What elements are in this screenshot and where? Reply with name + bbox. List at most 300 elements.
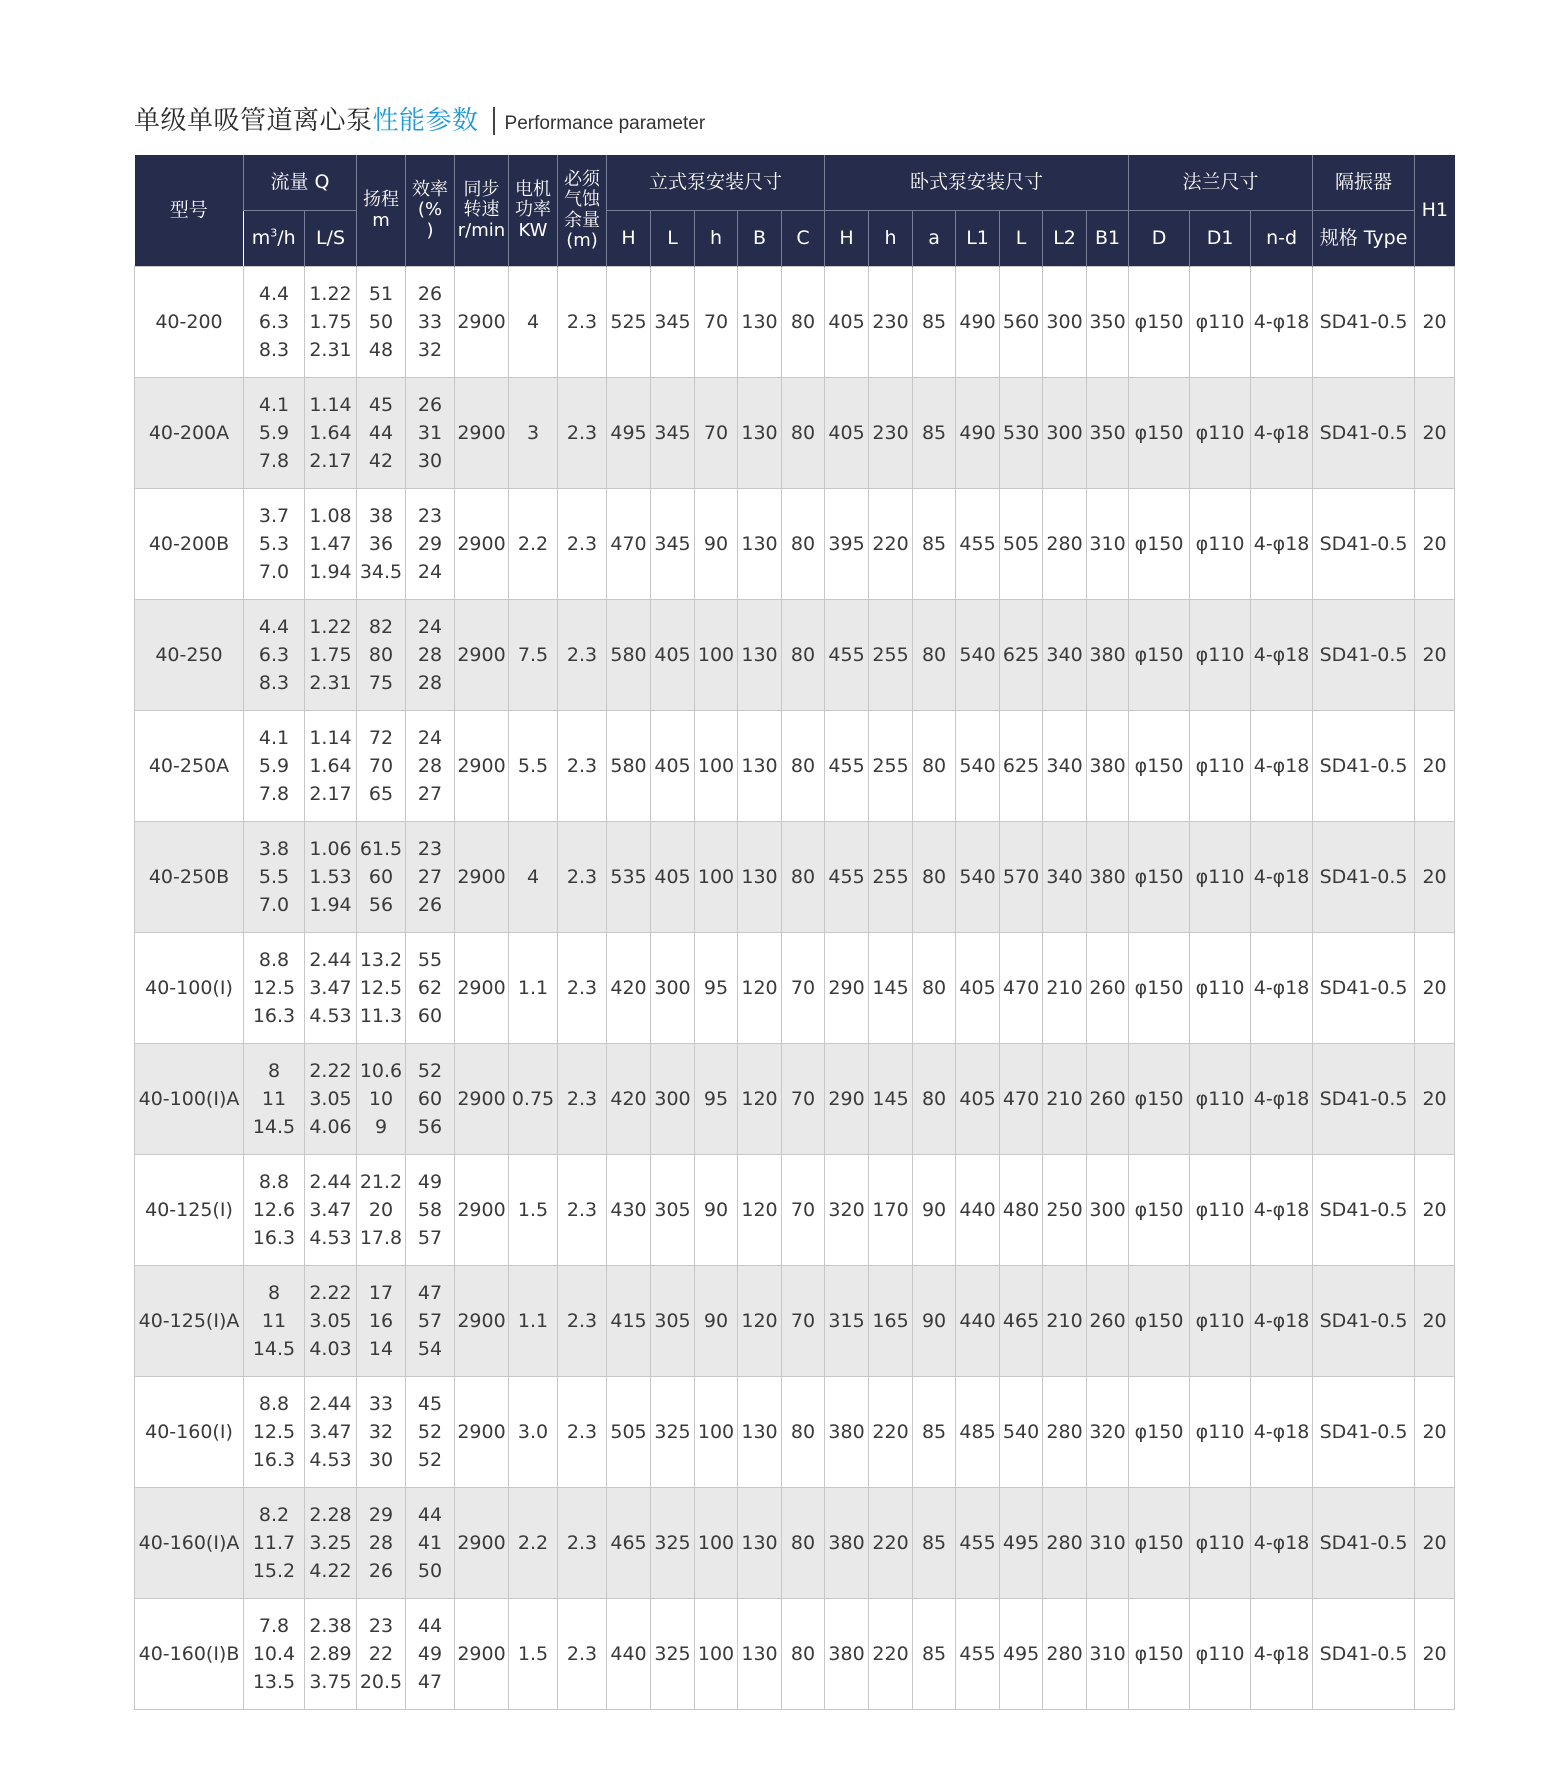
cell-head	[357, 267, 406, 378]
cell-efficiency-value: 33	[417, 311, 443, 333]
cell-vertical-H: 465	[607, 1488, 651, 1599]
cell-horizontal-a: 85	[913, 1377, 956, 1488]
cell-vertical-B: 120	[738, 1266, 782, 1377]
cell-efficiency-value: 28	[417, 644, 443, 666]
cell-flow-m3h-value: 16.3	[252, 1005, 296, 1027]
cell-flange-D: φ150	[1129, 933, 1190, 1044]
cell-head	[357, 489, 406, 600]
cell-npsh: 2.3	[558, 1155, 607, 1266]
cell-flange-D1: φ110	[1190, 1266, 1251, 1377]
cell-vertical-h: 100	[695, 822, 738, 933]
header-horizontal-H: H	[825, 211, 869, 267]
cell-flow-ls-value: 3.47	[309, 1199, 352, 1221]
cell-flange-nd: 4-φ18	[1251, 1488, 1313, 1599]
cell-vertical-B: 120	[738, 933, 782, 1044]
cell-vertical-C: 80	[782, 1377, 825, 1488]
cell-flow-m3h	[244, 1044, 305, 1155]
cell-vertical-h: 100	[695, 1377, 738, 1488]
cell-horizontal-a: 85	[913, 1599, 956, 1710]
header-vertical-h: h	[695, 211, 738, 267]
cell-head-value: 21.2	[359, 1171, 403, 1193]
cell-vertical-B: 130	[738, 378, 782, 489]
cell-speed: 2900	[455, 600, 509, 711]
cell-flow-m3h-value: 14.5	[252, 1116, 296, 1138]
cell-flow-m3h-value: 7.8	[258, 783, 290, 805]
cell-horizontal-H: 405	[825, 378, 869, 489]
cell-flow-ls-value: 1.75	[309, 311, 352, 333]
cell-head-value: 32	[368, 1421, 394, 1443]
cell-flow-ls-value: 1.22	[309, 283, 352, 305]
cell-flange-D: φ150	[1129, 822, 1190, 933]
cell-vertical-L: 300	[651, 1044, 695, 1155]
cell-vertical-L: 345	[651, 378, 695, 489]
cell-head-value: 26	[368, 1560, 394, 1582]
cell-horizontal-L1: 540	[956, 711, 1000, 822]
cell-head-value: 33	[368, 1393, 394, 1415]
cell-flange-D: φ150	[1129, 711, 1190, 822]
cell-flow-m3h-value: 6.3	[258, 644, 290, 666]
cell-horizontal-h: 145	[869, 1044, 913, 1155]
cell-head	[357, 378, 406, 489]
cell-head	[357, 1488, 406, 1599]
cell-flow-m3h-value: 5.5	[258, 866, 290, 888]
table-row	[135, 822, 1455, 933]
cell-speed: 2900	[455, 1599, 509, 1710]
cell-flow-ls-value: 2.31	[309, 672, 352, 694]
title-main: 单级单吸管道离心泵	[134, 106, 373, 136]
cell-vertical-H: 440	[607, 1599, 651, 1710]
cell-flange-D: φ150	[1129, 489, 1190, 600]
cell-head-value: 10	[368, 1088, 394, 1110]
cell-horizontal-H: 395	[825, 489, 869, 600]
cell-flow-m3h-value: 13.5	[252, 1671, 296, 1693]
cell-flange-nd: 4-φ18	[1251, 489, 1313, 600]
cell-flow-ls-value: 1.64	[309, 755, 352, 777]
cell-power: 4	[509, 267, 558, 378]
cell-efficiency	[406, 822, 455, 933]
cell-flow-ls	[305, 600, 357, 711]
cell-head-value: 51	[368, 283, 394, 305]
cell-isolator: SD41-0.5	[1313, 933, 1415, 1044]
header-efficiency: 效率 (% )	[406, 155, 455, 267]
cell-efficiency-value: 60	[417, 1005, 443, 1027]
cell-flow-m3h	[244, 1377, 305, 1488]
cell-efficiency-value: 49	[417, 1643, 443, 1665]
cell-flow-ls-value: 3.75	[309, 1671, 352, 1693]
cell-efficiency	[406, 933, 455, 1044]
cell-efficiency-value: 23	[417, 838, 443, 860]
cell-flow-ls-value: 2.28	[309, 1504, 352, 1526]
cell-h1: 20	[1415, 267, 1455, 378]
cell-horizontal-H: 320	[825, 1155, 869, 1266]
cell-efficiency	[406, 600, 455, 711]
cell-horizontal-h: 230	[869, 267, 913, 378]
cell-efficiency-value: 57	[417, 1310, 443, 1332]
cell-flow-ls-value: 2.17	[309, 450, 352, 472]
cell-npsh: 2.3	[558, 711, 607, 822]
cell-head-value: 17.8	[359, 1227, 403, 1249]
cell-horizontal-a: 80	[913, 822, 956, 933]
cell-vertical-C: 80	[782, 1488, 825, 1599]
cell-horizontal-B1: 300	[1087, 1155, 1129, 1266]
cell-flow-ls-value: 1.64	[309, 422, 352, 444]
cell-vertical-H: 525	[607, 267, 651, 378]
cell-horizontal-a: 90	[913, 1266, 956, 1377]
cell-vertical-B: 120	[738, 1044, 782, 1155]
cell-horizontal-L2: 280	[1043, 1377, 1087, 1488]
cell-vertical-C: 70	[782, 1155, 825, 1266]
cell-vertical-h: 70	[695, 267, 738, 378]
cell-efficiency-value: 24	[417, 561, 443, 583]
cell-head-value: 48	[368, 339, 394, 361]
cell-speed: 2900	[455, 711, 509, 822]
cell-horizontal-a: 80	[913, 711, 956, 822]
cell-vertical-h: 95	[695, 1044, 738, 1155]
cell-horizontal-L1: 485	[956, 1377, 1000, 1488]
cell-flow-ls-value: 1.47	[309, 533, 352, 555]
header-flange-nd: n-d	[1251, 211, 1313, 267]
cell-horizontal-L2: 340	[1043, 822, 1087, 933]
cell-head-value: 42	[368, 450, 394, 472]
cell-flow-m3h-value: 3.8	[258, 838, 290, 860]
cell-vertical-h: 100	[695, 711, 738, 822]
cell-horizontal-L1: 455	[956, 489, 1000, 600]
header-horizontal-h: h	[869, 211, 913, 267]
cell-efficiency	[406, 1266, 455, 1377]
cell-horizontal-h: 255	[869, 822, 913, 933]
cell-flow-ls	[305, 933, 357, 1044]
header-h1: H1	[1415, 155, 1455, 267]
cell-vertical-B: 130	[738, 1488, 782, 1599]
cell-head-value: 20	[368, 1199, 394, 1221]
cell-horizontal-L: 470	[1000, 933, 1043, 1044]
cell-flow-ls	[305, 1266, 357, 1377]
cell-efficiency	[406, 1599, 455, 1710]
cell-flange-nd: 4-φ18	[1251, 1155, 1313, 1266]
cell-vertical-H: 415	[607, 1266, 651, 1377]
cell-flow-m3h-value: 11	[261, 1310, 287, 1332]
cell-flow-m3h	[244, 1155, 305, 1266]
cell-npsh: 2.3	[558, 600, 607, 711]
cell-flow-m3h-value: 4.4	[258, 283, 290, 305]
cell-horizontal-H: 405	[825, 267, 869, 378]
header-vertical-dims: 立式泵安装尺寸	[607, 155, 825, 211]
cell-flow-m3h	[244, 933, 305, 1044]
cell-model: 40-250B	[135, 822, 244, 933]
header-speed: 同步 转速 r/min	[455, 155, 509, 267]
cell-horizontal-L2: 210	[1043, 1044, 1087, 1155]
cell-vertical-L: 325	[651, 1377, 695, 1488]
cell-flow-m3h-value: 5.3	[258, 533, 290, 555]
header-flow: 流量 Q	[244, 155, 357, 211]
cell-power: 1.1	[509, 1266, 558, 1377]
cell-horizontal-L2: 280	[1043, 1488, 1087, 1599]
cell-head	[357, 600, 406, 711]
cell-flow-m3h	[244, 378, 305, 489]
cell-vertical-h: 100	[695, 1488, 738, 1599]
cell-power: 3.0	[509, 1377, 558, 1488]
cell-horizontal-a: 90	[913, 1155, 956, 1266]
cell-flow-ls-value: 1.94	[309, 894, 352, 916]
table-header	[135, 155, 1455, 267]
cell-vertical-h: 90	[695, 1266, 738, 1377]
cell-flow-ls	[305, 1377, 357, 1488]
cell-npsh: 2.3	[558, 489, 607, 600]
cell-flow-m3h-value: 3.7	[258, 505, 290, 527]
cell-vertical-B: 130	[738, 267, 782, 378]
cell-head-value: 10.6	[359, 1060, 403, 1082]
cell-npsh: 2.3	[558, 822, 607, 933]
cell-horizontal-L1: 405	[956, 933, 1000, 1044]
cell-head-value: 16	[368, 1310, 394, 1332]
cell-vertical-C: 80	[782, 600, 825, 711]
cell-head-value: 36	[368, 533, 394, 555]
header-horizontal-a: a	[913, 211, 956, 267]
cell-efficiency-value: 45	[417, 1393, 443, 1415]
cell-efficiency-value: 26	[417, 394, 443, 416]
header-head: 扬程 m	[357, 155, 406, 267]
cell-flow-m3h	[244, 1266, 305, 1377]
cell-vertical-L: 345	[651, 267, 695, 378]
cell-flange-D1: φ110	[1190, 1044, 1251, 1155]
cell-horizontal-h: 170	[869, 1155, 913, 1266]
cell-vertical-H: 535	[607, 822, 651, 933]
cell-speed: 2900	[455, 933, 509, 1044]
cell-flow-m3h	[244, 267, 305, 378]
cell-flow-m3h-value: 8.3	[258, 339, 290, 361]
cell-flow-m3h-value: 16.3	[252, 1227, 296, 1249]
cell-flow-ls-value: 4.22	[309, 1560, 352, 1582]
cell-horizontal-L1: 440	[956, 1266, 1000, 1377]
cell-vertical-h: 90	[695, 489, 738, 600]
cell-flow-m3h-value: 10.4	[252, 1643, 296, 1665]
cell-flow-m3h-value: 15.2	[252, 1560, 296, 1582]
cell-efficiency-value: 49	[417, 1171, 443, 1193]
cell-flow-m3h-value: 8.8	[258, 1393, 290, 1415]
cell-horizontal-L2: 340	[1043, 600, 1087, 711]
cell-horizontal-H: 455	[825, 822, 869, 933]
cell-head-value: 13.2	[359, 949, 403, 971]
cell-horizontal-B1: 310	[1087, 1599, 1129, 1710]
cell-vertical-L: 305	[651, 1266, 695, 1377]
cell-horizontal-B1: 380	[1087, 711, 1129, 822]
table-row	[135, 1266, 1455, 1377]
cell-vertical-C: 80	[782, 1599, 825, 1710]
cell-flow-m3h-value: 11.7	[252, 1532, 296, 1554]
cell-h1: 20	[1415, 711, 1455, 822]
cell-flow-ls-value: 4.53	[309, 1227, 352, 1249]
cell-flange-D1: φ110	[1190, 711, 1251, 822]
cell-npsh: 2.3	[558, 267, 607, 378]
cell-flow-ls-value: 2.44	[309, 1171, 352, 1193]
cell-flow-m3h-value: 5.9	[258, 755, 290, 777]
title-divider	[493, 107, 495, 135]
cell-flow-m3h	[244, 822, 305, 933]
cell-speed: 2900	[455, 378, 509, 489]
cell-head-value: 50	[368, 311, 394, 333]
cell-horizontal-B1: 310	[1087, 1488, 1129, 1599]
cell-vertical-L: 405	[651, 822, 695, 933]
cell-vertical-h: 100	[695, 600, 738, 711]
cell-head-value: 65	[368, 783, 394, 805]
cell-horizontal-L1: 440	[956, 1155, 1000, 1266]
cell-flow-ls-value: 4.06	[309, 1116, 352, 1138]
cell-horizontal-h: 230	[869, 378, 913, 489]
cell-flow-ls-value: 2.89	[309, 1643, 352, 1665]
cell-horizontal-H: 380	[825, 1377, 869, 1488]
cell-horizontal-L1: 455	[956, 1599, 1000, 1710]
cell-efficiency-value: 28	[417, 755, 443, 777]
cell-vertical-B: 130	[738, 822, 782, 933]
cell-flow-ls	[305, 1044, 357, 1155]
cell-flange-D1: φ110	[1190, 933, 1251, 1044]
cell-model: 40-160(I)	[135, 1377, 244, 1488]
cell-flow-m3h-value: 7.0	[258, 894, 290, 916]
cell-efficiency-value: 52	[417, 1449, 443, 1471]
cell-efficiency-value: 24	[417, 727, 443, 749]
cell-horizontal-B1: 310	[1087, 489, 1129, 600]
cell-horizontal-L2: 300	[1043, 378, 1087, 489]
cell-vertical-C: 80	[782, 711, 825, 822]
cell-vertical-H: 430	[607, 1155, 651, 1266]
cell-vertical-L: 325	[651, 1599, 695, 1710]
cell-model: 40-100(I)A	[135, 1044, 244, 1155]
cell-horizontal-L: 495	[1000, 1488, 1043, 1599]
cell-isolator: SD41-0.5	[1313, 1266, 1415, 1377]
cell-power: 3	[509, 378, 558, 489]
cell-head-value: 9	[374, 1116, 388, 1138]
cell-h1: 20	[1415, 1377, 1455, 1488]
cell-horizontal-L: 480	[1000, 1155, 1043, 1266]
cell-flange-D1: φ110	[1190, 600, 1251, 711]
cell-speed: 2900	[455, 1377, 509, 1488]
cell-isolator: SD41-0.5	[1313, 1599, 1415, 1710]
cell-head-value: 56	[368, 894, 394, 916]
cell-vertical-h: 90	[695, 1155, 738, 1266]
cell-horizontal-B1: 260	[1087, 933, 1129, 1044]
cell-flow-ls	[305, 711, 357, 822]
cell-npsh: 2.3	[558, 933, 607, 1044]
cell-efficiency-value: 47	[417, 1282, 443, 1304]
cell-flow-ls-value: 1.14	[309, 394, 352, 416]
cell-vertical-L: 405	[651, 600, 695, 711]
header-vertical-B: B	[738, 211, 782, 267]
cell-vertical-H: 495	[607, 378, 651, 489]
cell-efficiency	[406, 489, 455, 600]
cell-head	[357, 1044, 406, 1155]
cell-efficiency-value: 24	[417, 616, 443, 638]
cell-horizontal-H: 315	[825, 1266, 869, 1377]
header-isolator: 隔振器	[1313, 155, 1415, 211]
title-english: Performance parameter	[504, 113, 706, 134]
cell-horizontal-h: 220	[869, 1488, 913, 1599]
cell-power: 1.5	[509, 1599, 558, 1710]
cell-horizontal-h: 165	[869, 1266, 913, 1377]
cell-horizontal-B1: 350	[1087, 267, 1129, 378]
cell-horizontal-L1: 455	[956, 1488, 1000, 1599]
cell-vertical-h: 70	[695, 378, 738, 489]
table-row	[135, 1044, 1455, 1155]
cell-horizontal-L2: 250	[1043, 1155, 1087, 1266]
cell-head	[357, 933, 406, 1044]
cell-vertical-L: 300	[651, 933, 695, 1044]
cell-head-value: 14	[368, 1338, 394, 1360]
cell-efficiency	[406, 711, 455, 822]
cell-head	[357, 1599, 406, 1710]
cell-efficiency-value: 58	[417, 1199, 443, 1221]
cell-h1: 20	[1415, 489, 1455, 600]
cell-flow-m3h-value: 11	[261, 1088, 287, 1110]
cell-flow-ls-value: 1.08	[309, 505, 352, 527]
cell-flange-nd: 4-φ18	[1251, 933, 1313, 1044]
cell-flow-ls-value: 2.44	[309, 949, 352, 971]
cell-flange-nd: 4-φ18	[1251, 711, 1313, 822]
cell-efficiency	[406, 1044, 455, 1155]
cell-flange-D1: φ110	[1190, 1488, 1251, 1599]
cell-head-value: 82	[368, 616, 394, 638]
cell-efficiency-value: 30	[417, 450, 443, 472]
table-row	[135, 711, 1455, 822]
cell-npsh: 2.3	[558, 1377, 607, 1488]
cell-flange-nd: 4-φ18	[1251, 1266, 1313, 1377]
cell-model: 40-200B	[135, 489, 244, 600]
cell-horizontal-L1: 405	[956, 1044, 1000, 1155]
cell-efficiency-value: 26	[417, 894, 443, 916]
cell-vertical-H: 580	[607, 711, 651, 822]
cell-horizontal-B1: 380	[1087, 822, 1129, 933]
cell-flow-ls-value: 3.05	[309, 1310, 352, 1332]
cell-horizontal-L1: 490	[956, 267, 1000, 378]
cell-horizontal-L1: 490	[956, 378, 1000, 489]
cell-flange-D1: φ110	[1190, 1377, 1251, 1488]
cell-power: 1.5	[509, 1155, 558, 1266]
header-vertical-C: C	[782, 211, 825, 267]
cell-efficiency	[406, 267, 455, 378]
cell-flow-m3h-value: 7.0	[258, 561, 290, 583]
table-row	[135, 1488, 1455, 1599]
cell-head-value: 17	[368, 1282, 394, 1304]
cell-model: 40-125(I)	[135, 1155, 244, 1266]
cell-flange-D1: φ110	[1190, 378, 1251, 489]
header-flange-D: D	[1129, 211, 1190, 267]
cell-flange-D1: φ110	[1190, 267, 1251, 378]
cell-flange-nd: 4-φ18	[1251, 1044, 1313, 1155]
cell-efficiency-value: 47	[417, 1671, 443, 1693]
cell-horizontal-H: 455	[825, 711, 869, 822]
cell-horizontal-L1: 540	[956, 822, 1000, 933]
cell-head-value: 44	[368, 422, 394, 444]
cell-head-value: 75	[368, 672, 394, 694]
cell-horizontal-L: 560	[1000, 267, 1043, 378]
cell-efficiency-value: 60	[417, 1088, 443, 1110]
table-row	[135, 1377, 1455, 1488]
table-row	[135, 267, 1455, 378]
cell-efficiency-value: 31	[417, 422, 443, 444]
cell-isolator: SD41-0.5	[1313, 1488, 1415, 1599]
table-row	[135, 1155, 1455, 1266]
cell-horizontal-L: 470	[1000, 1044, 1043, 1155]
header-flow-m3h: $m^3/h$	[244, 211, 305, 267]
cell-vertical-L: 305	[651, 1155, 695, 1266]
cell-head-value: 61.5	[359, 838, 403, 860]
cell-horizontal-L: 570	[1000, 822, 1043, 933]
title-accent: 性能参数	[372, 106, 479, 136]
cell-horizontal-L: 625	[1000, 600, 1043, 711]
cell-flange-nd: 4-φ18	[1251, 1599, 1313, 1710]
cell-horizontal-h: 220	[869, 1377, 913, 1488]
cell-head-value: 72	[368, 727, 394, 749]
cell-flow-m3h-value: 5.9	[258, 422, 290, 444]
